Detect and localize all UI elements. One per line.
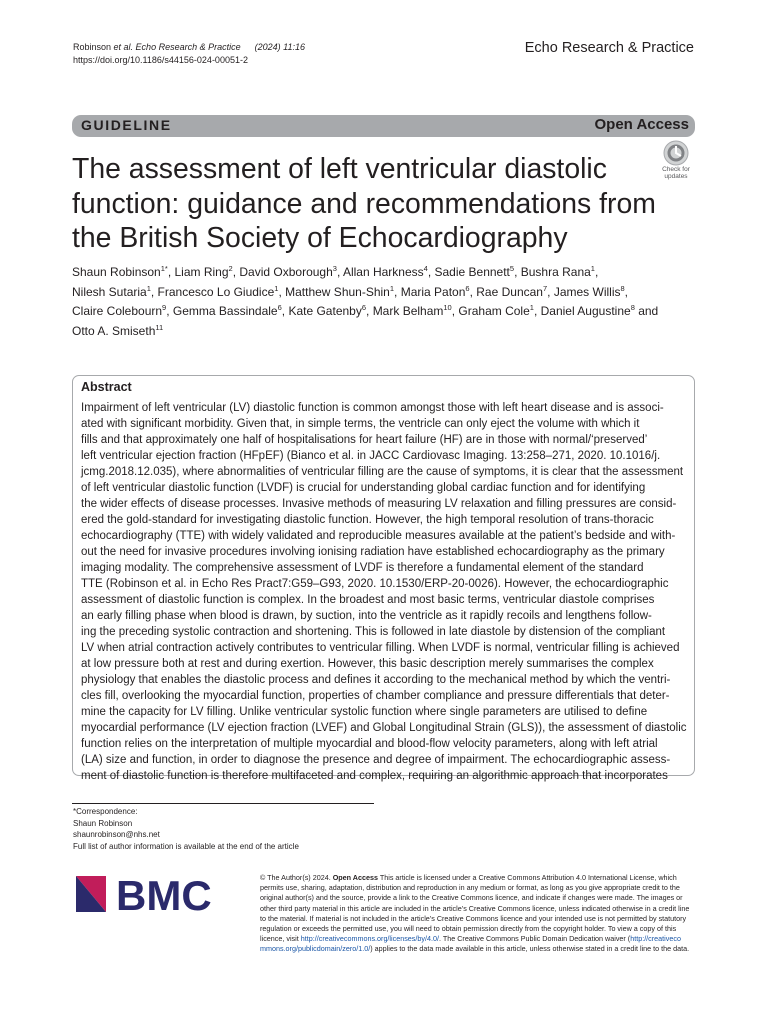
license-line: regulation or exceeds the permitted use, you will need to obtain permission directly from the copyright holder. To view a copy of this	[260, 923, 677, 933]
author[interactable]: Matthew Shun-Shin$^1$	[285, 283, 395, 299]
abstract-line: the wider effects of disease processes. Invasive methods of measuring LV relaxation and filling pressures are consid-	[81, 498, 677, 511]
citation-authors: Robinson	[73, 42, 112, 52]
abstract-box	[72, 375, 695, 783]
bmc-logo-text: BMC	[116, 872, 212, 919]
abstract-line: imaging modality. The comprehensive assessment of LVDF is therefore a fundamental element of the standard	[81, 562, 644, 575]
author[interactable]: Mark Belham$^{10}$	[372, 303, 452, 318]
cc0-link[interactable]: http://creativeco	[630, 934, 681, 944]
author[interactable]: Liam Ring$^2$	[174, 264, 233, 279]
abstract-line: echocardiography (TTE) with widely validated and reproducible measures available at the patient’s bedside and with-	[81, 530, 676, 543]
correspondence-label: *Correspondence:	[73, 807, 138, 816]
abstract-line: of left ventricular diastolic function (LVDF) is crucial for understanding global cardiac function and for identifying	[81, 482, 646, 495]
article-title: The assessment of left ventricular diastolic function: guidance and recommendations from the British Society of Echocardiography	[72, 153, 656, 254]
license-line: to the material. If material is not included in the article’s Creative Commons licence and your intended use is not permitted by statutory	[260, 913, 687, 923]
author[interactable]: Claire Colebourn$^9$	[72, 303, 167, 318]
author-list: Shaun Robinson$^{1*}$, Liam Ring$^2$, David Oxborough$^3$, Allan Harkness$^4$, Sadie Bennett$^5$, Bushra Rana$^1$, Nilesh Sutaria$^1$, Francesco Lo Giudice$^1$, Matthew Shun-Shin$^1$, Maria Paton$^6$, Rae Duncan$^7$, James Willis$^8$, Claire Colebourn$^9$, Gemma Bassindale$^6$, Kate Gatenby$^6$, Mark Belham$^{10}$, Graham Cole$^1$, Daniel Augustine$^8$ and Otto A. Smiseth$^{11}$	[72, 264, 659, 338]
abstract-line: TTE (Robinson et al. in Echo Res Pract7:G59–G93, 2020. 10.1530/ERP-20-0026). However, the echocardiographic	[81, 578, 669, 591]
footnote-rule	[72, 803, 374, 804]
author[interactable]: Maria Paton$^6$	[400, 283, 470, 299]
author[interactable]: Daniel Augustine$^8$	[540, 303, 635, 318]
abstract-line: LV when atrial contraction actively contributes to ventricular filling. When LVDF is normal, ventricular filling is achieved	[81, 642, 680, 655]
correspondence-name: Shaun Robinson	[73, 818, 133, 828]
author[interactable]: Rae Duncan$^7$	[476, 283, 548, 299]
check-for-updates-line2: updates	[664, 173, 688, 180]
license-line: permits use, sharing, adaptation, distribution and reproduction in any medium or format, as long as you give appropriate credit to the	[260, 883, 680, 893]
author[interactable]: Graham Cole$^1$	[458, 303, 534, 318]
abstract-line: assessment of diastolic function is complex. In the broadest and most basic terms, ventricular diastole comprises	[81, 594, 655, 607]
abstract-heading: Abstract	[81, 380, 132, 394]
journal-name: Echo Research & Practice	[524, 40, 694, 56]
author[interactable]: Francesco Lo Giudice$^1$	[157, 283, 279, 299]
correspondence-block	[73, 806, 299, 852]
abstract-line: left ventricular ejection fraction (HFpEF) (Bianco et al. in JACC Cardiovasc Imaging. 13:258–271, 2020. 10.1016/j.	[81, 450, 661, 463]
author[interactable]: Shaun Robinson$^{1*}$	[72, 264, 168, 279]
author[interactable]: Otto A. Smiseth$^{11}$	[72, 322, 164, 338]
bmc-logo	[76, 872, 216, 919]
abstract-line: out the need for invasive procedures involving ionising radiation have established echocardiography as the primary	[81, 546, 665, 559]
doi-link[interactable]: https://doi.org/10.1186/s44156-024-00051-2	[73, 55, 248, 65]
check-for-updates-line1: Check for	[662, 166, 690, 173]
category-banner	[72, 115, 695, 137]
copyright-line: © The Author(s) 2024.	[260, 873, 331, 882]
abstract-line: ing the preceding systolic contraction and shortening. This is followed in late diastole by distension of the compliant	[81, 626, 666, 639]
license-line: other third party material in this article are included in the article’s Creative Commons licence, unless indicated otherwise in a credit line	[260, 903, 690, 913]
abstract-line: Impairment of left ventricular (LV) diastolic function is common amongst those with left heart disease and is associ-	[81, 402, 664, 414]
check-for-updates-icon	[663, 140, 689, 166]
abstract-line: mine the capacity for LV filling. Unlike ventricular systolic function where single parameters are utilised to define	[81, 706, 648, 719]
abstract-line: ment of diastolic function is therefore multifaceted and complex, requiring an algorithmic approach that incorporates	[81, 770, 668, 783]
abstract-line: ered the gold-standard for investigating diastolic function. However, the high temporal resolution of trans-thoracic	[81, 514, 654, 527]
author[interactable]: Bushra Rana$^1$	[520, 264, 595, 279]
author[interactable]: James Willis$^8$	[553, 283, 625, 299]
open-access-label: Open Access	[594, 116, 689, 133]
abstract-line: (LA) size and function, in order to diagnose the presence and degree of impairment. The echocardiographic assess-	[81, 754, 671, 767]
abstract-line: function relies on the interpretation of multiple myocardial and blood-flow velocity parameters, along with left atrial	[81, 738, 658, 751]
article-category: GUIDELINE	[81, 117, 172, 133]
author[interactable]: Kate Gatenby$^6$	[288, 303, 367, 318]
authors-and: and	[638, 304, 659, 318]
author[interactable]: Gemma Bassindale$^6$	[172, 303, 282, 318]
abstract-line: an early filling phase when blood is drawn, by suction, into the ventricle as it rapidly recoils and lengthens follow-	[81, 610, 652, 623]
author[interactable]: David Oxborough$^3$	[239, 264, 337, 279]
correspondence-email[interactable]: shaunrobinson@nhs.net	[73, 830, 160, 839]
license-open-access: Open Access	[332, 873, 378, 882]
author[interactable]: Nilesh Sutaria$^1$	[72, 283, 151, 299]
cc-by-link[interactable]: http://creativecommons.org/licenses/by/4.0/	[300, 934, 439, 944]
abstract-text	[81, 400, 687, 784]
license-line: original author(s) and the source, provide a link to the Creative Commons licence, and indicate if changes were made. The images or	[260, 893, 683, 903]
running-header-citation	[73, 41, 305, 67]
abstract-line: at low pressure both at rest and during exertion. However, this basic description merely summarises the complex	[81, 658, 654, 671]
abstract-line: physiology that enables the diastolic process and defines it according to the mechanical method by which the ventri-	[81, 674, 671, 687]
cc0-link-cont[interactable]: mmons.org/publicdomain/zero/1.0/	[260, 944, 371, 954]
citation-year: (2024) 11:16	[254, 42, 305, 52]
citation-etal-journal: et al. Echo Research & Practice	[113, 42, 241, 52]
author[interactable]: Sadie Bennett$^5$	[434, 264, 515, 279]
abstract-line: fills and that approximately one half of hospitalisations for heart failure (HF) are in those with normal/‘preserved’	[81, 434, 648, 447]
author-info-note: Full list of author information is available at the end of the article	[73, 841, 299, 851]
abstract-line: cles fill, overlooking the myocardial function, properties of chamber compliance and pressure differentials that deter-	[81, 690, 670, 703]
check-for-updates-badge[interactable]	[656, 140, 696, 180]
license-notice: © The Author(s) 2024. Open Access This article is licensed under a Creative Commons Attribution 4.0 International License, which permits use, sharing, adaptation, distribution and reproduction in any medium or format, as long as you give appropriate credit to the original author(s) and the source, provide a link to the Creative Commons licence, and indicate if changes were made. The images or other third party material in this article are included in the article’s Creative Commons licence, unless indicated otherwise in a credit line to the material. If material is not included in the article’s Creative Commons licence and your intended use is not permitted by statutory regulation or exceeds the permitted use, you will need to obtain permission directly from the copyright holder. To view a copy of this licence, visit http://creativecommons.org/licenses/by/4.0/. The Creative Commons Public Domain Dedication waiver (http://creativeco mmons.org/publicdomain/zero/1.0/) applies to the data made available in this article, unless otherwise stated in a credit line to the data.	[260, 873, 696, 955]
abstract-line: myocardial performance (LV ejection fraction (LVEF) and Global Longitudinal Strain (GLS)), the assessment of diastolic	[81, 722, 687, 735]
abstract-line: ated with significant morbidity. Given that, in simple terms, the ventricle can only eject the volume with which it	[81, 418, 640, 431]
abstract-line: jcmg.2018.12.035), where abnormalities of ventricular filling are the cause of symptoms, it is clear that the assessment	[81, 466, 684, 479]
author[interactable]: Allan Harkness$^4$	[342, 264, 428, 279]
